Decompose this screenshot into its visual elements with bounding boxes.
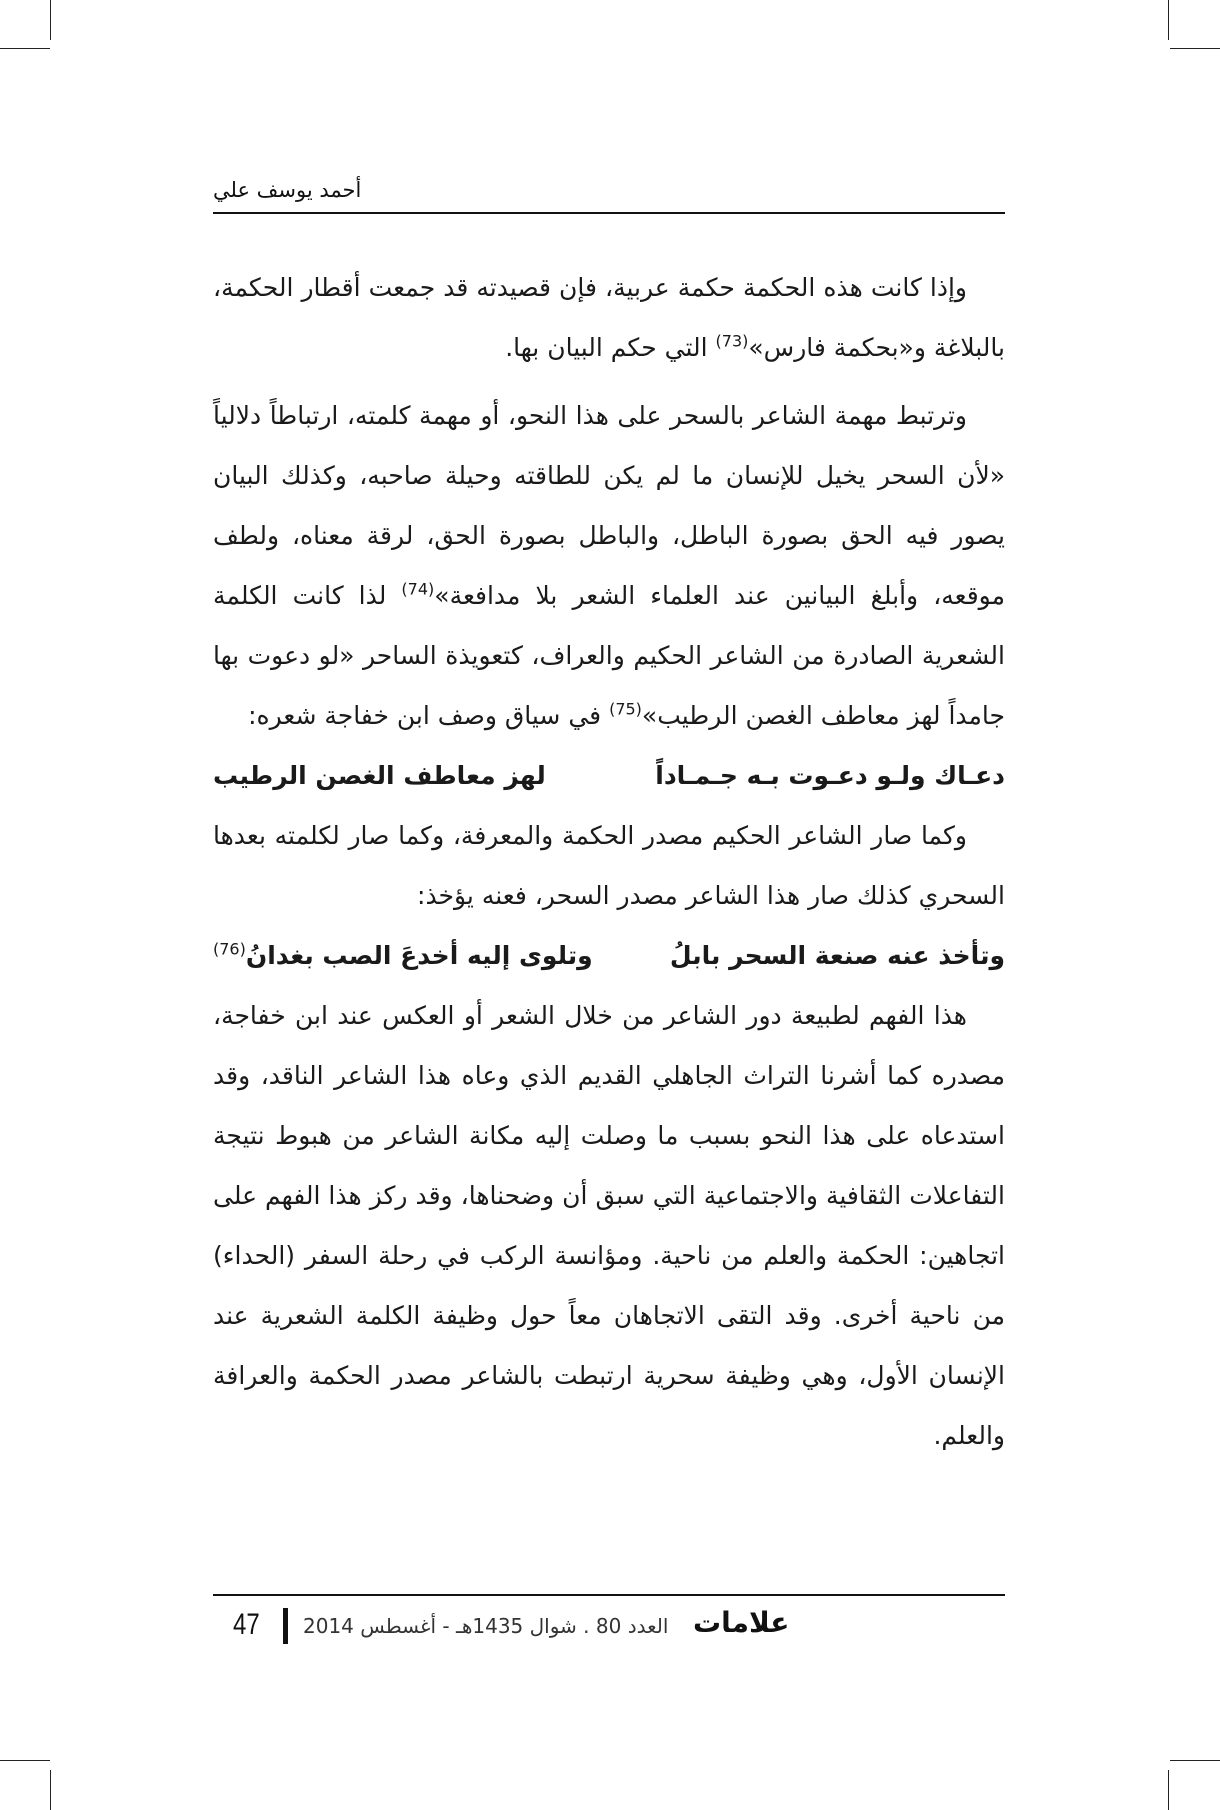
crop-mark	[1168, 1770, 1169, 1810]
crop-mark	[50, 1770, 51, 1810]
verse-hemistich: دعـاك ولـو دعـوت بـه جـمـاداً	[655, 761, 1005, 790]
crop-mark	[1170, 1760, 1220, 1761]
crop-mark	[1168, 0, 1169, 40]
verse-line	[213, 746, 1005, 806]
paragraph: وكما صار الشاعر الحكيم مصدر الحكمة والمعرفة، وكما صار لكلمته بعدها السحري كذلك صار هذا الشاعر مصدر السحر، فعنه يؤخذ:	[213, 821, 1005, 910]
verse-line	[213, 926, 1005, 986]
running-header	[213, 172, 1005, 212]
crop-mark	[0, 1760, 50, 1761]
paragraph: وترتبط مهمة الشاعر بالسحر على هذا النحو، أو مهمة كلمته، ارتباطاً دلالياً «لأن السحر يخيل للإنسان ما لم يكن للطاقته وحيلة صاحبه، وكذلك البيان يصور فيه الحق بصورة الباطل، والباطل بصورة الحق، لرقة معناه، ولطف موقعه، وأبلغ البيانين عند العلماء الشعر بلا مدافعة»$^{(74)}$ لذا كانت الكلمة الشعرية الصادرة من الشاعر الحكيم والعراف، كتعويذة الساحر «لو دعوت بها جامداً لهز معاطف الغصن الرطيب»$^{(75)}$ في سياق وصف ابن خفاجة شعره:	[213, 401, 1005, 730]
journal-logo: علامات	[693, 1606, 790, 1639]
footer-divider	[283, 1608, 288, 1644]
crop-mark	[0, 48, 50, 49]
footnote-ref: (74)	[401, 579, 435, 599]
crop-mark	[50, 0, 51, 40]
crop-mark	[1170, 48, 1220, 49]
page-footer	[213, 1604, 1005, 1660]
header-rule	[213, 212, 1005, 214]
footnote-ref: (75)	[609, 699, 642, 719]
page	[213, 0, 1005, 1810]
article-body	[213, 258, 1005, 1466]
footnote-ref: (73)	[715, 331, 749, 351]
verse-hemistich: وتأخذ عنه صنعة السحر بابلُ	[669, 941, 1005, 970]
footnote-ref: (76)	[213, 939, 246, 959]
issue-info: العدد 80 . شوال 1435هـ - أغسطس 2014	[303, 1614, 669, 1638]
footer-rule	[213, 1594, 1005, 1596]
verse-hemistich: وتلوى إليه أخدعَ الصب بغدانُ$^{(76)}$	[213, 939, 593, 970]
author-name: أحمد يوسف علي	[213, 178, 362, 202]
paragraph: هذا الفهم لطبيعة دور الشاعر من خلال الشعر أو العكس عند ابن خفاجة، مصدره كما أشرنا التراث الجاهلي القديم الذي وعاه هذا الشاعر الناقد، وقد استدعاه على هذا النحو بسبب ما وصلت إليه مكانة الشاعر من هبوط نتيجة التفاعلات الثقافية والاجتماعية التي سبق أن وضحناها، وقد ركز هذا الفهم على اتجاهين: الحكمة والعلم من ناحية. ومؤانسة الركب في رحلة السفر (الحداء) من ناحية أخرى. وقد التقى الاتجاهان معاً حول وظيفة الكلمة الشعرية عند الإنسان الأول، وهي وظيفة سحرية ارتبطت بالشاعر مصدر الحكمة والعرافة والعلم.	[213, 1001, 1005, 1450]
page-number: 47	[233, 1608, 260, 1641]
verse-hemistich: لهز معاطف الغصن الرطيب	[213, 761, 546, 790]
paragraph: وإذا كانت هذه الحكمة حكمة عربية، فإن قصيدته قد جمعت أقطار الحكمة، بالبلاغة و«بحكمة فارس»$^{(73)}$ التي حكم البيان بها.	[213, 273, 1005, 362]
